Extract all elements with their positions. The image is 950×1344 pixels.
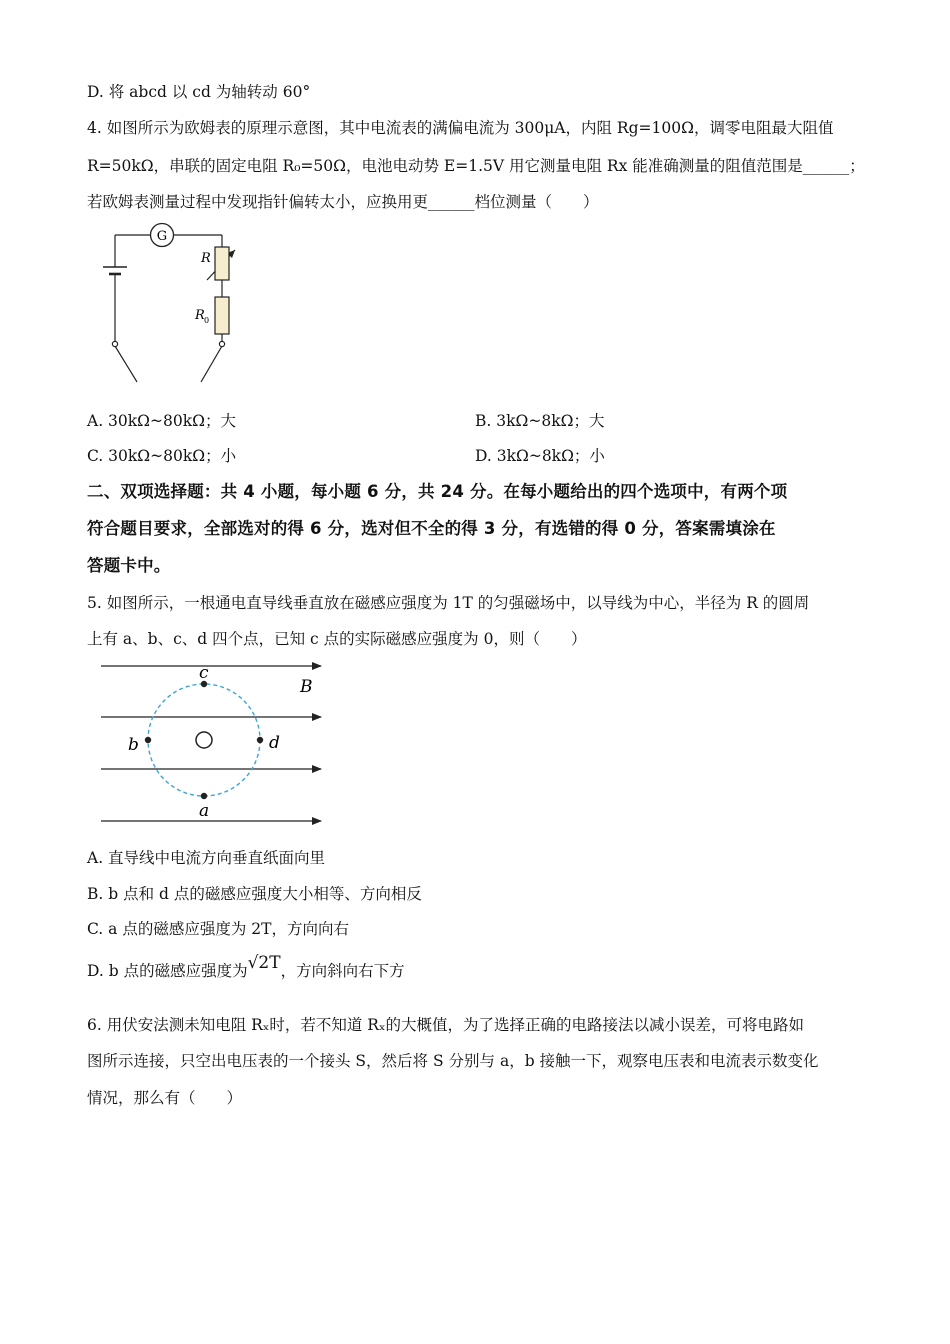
q6-stem-line2: 图所示连接，只空出电压表的一个接头 S，然后将 S 分别与 a，b 接触一下，观察电压表和电流表示数变化 [87, 1052, 819, 1070]
label-field-b: B [300, 677, 313, 697]
section2-heading-line1: 二、双项选择题：共 4 小题，每小题 6 分，共 24 分。在每小题给出的四个选项中，有两个项 [87, 482, 788, 501]
sqrt-2-tesla: √2T [247, 953, 281, 973]
q5-stem-line2: 上有 a、b、c、d 四个点，已知 c 点的实际磁感应强度为 0，则（ ） [87, 630, 587, 648]
ohmmeter-circuit-diagram [95, 222, 255, 387]
fixed-resistor-subscript: 0 [204, 316, 210, 325]
q5-option-b[interactable]: B. b 点和 d 点的磁感应强度大小相等、方向相反 [87, 885, 422, 903]
q4-option-d[interactable]: D. 3kΩ~8kΩ；小 [475, 447, 605, 465]
q5-option-d-text: D. b 点的磁感应强度为 [87, 962, 248, 980]
fixed-resistor-label: R [195, 308, 205, 323]
label-c: c [199, 663, 209, 683]
label-b: b [128, 735, 139, 755]
q4-option-c[interactable]: C. 30kΩ~80kΩ；小 [87, 447, 237, 465]
point-a [201, 793, 207, 799]
wire-cross-section-icon [196, 732, 212, 748]
q3-option-d[interactable]: D. 将 abcd 以 cd 为轴转动 60° [87, 83, 311, 101]
magnetic-field-diagram [95, 658, 330, 830]
q6-stem-line3: 情况，那么有（ ） [87, 1089, 243, 1107]
fixed-resistor [215, 297, 229, 334]
rheostat-label: R [201, 251, 211, 266]
q4-stem-line2: R=50kΩ，串联的固定电阻 R₀=50Ω，电池电动势 E=1.5V 用它测量电阻 Rx 能准确测量的阻值范围是______； [87, 157, 865, 175]
rheostat-resistor [215, 247, 229, 280]
label-d: d [269, 733, 280, 753]
point-b [145, 737, 151, 743]
section2-heading-line3: 答题卡中。 [87, 556, 171, 575]
section2-heading-line2: 符合题目要求，全部选对的得 6 分，选对但不全的得 3 分，有选错的得 0 分，答案需填涂在 [87, 519, 776, 538]
q4-stem-line3: 若欧姆表测量过程中发现指针偏转太小，应换用更______档位测量（ ） [87, 193, 599, 211]
q4-option-b[interactable]: B. 3kΩ~8kΩ；大 [475, 412, 605, 430]
label-a: a [199, 801, 210, 821]
q5-option-d[interactable] [87, 953, 405, 982]
point-d [257, 737, 263, 743]
meter-label: G [156, 229, 168, 244]
q5-option-a[interactable]: A. 直导线中电流方向垂直纸面向里 [87, 849, 326, 867]
q5-option-c[interactable]: C. a 点的磁感应强度为 2T，方向向右 [87, 920, 349, 938]
q5-option-d-tail: ，方向斜向右下方 [280, 962, 405, 980]
q6-stem-line1: 6. 用伏安法测未知电阻 Rₓ时，若不知道 Rₓ的大概值，为了选择正确的电路接法以减小误差，可将电路如 [87, 1016, 805, 1034]
q4-option-a[interactable]: A. 30kΩ~80kΩ；大 [87, 412, 236, 430]
q5-stem-line1: 5. 如图所示，一根通电直导线垂直放在磁感应强度为 1T 的匀强磁场中，以导线为中心，半径为 R 的圆周 [87, 594, 810, 612]
q4-stem-line1: 4. 如图所示为欧姆表的原理示意图，其中电流表的满偏电流为 300μA，内阻 Rg=100Ω，调零电阻最大阻值 [87, 119, 834, 137]
